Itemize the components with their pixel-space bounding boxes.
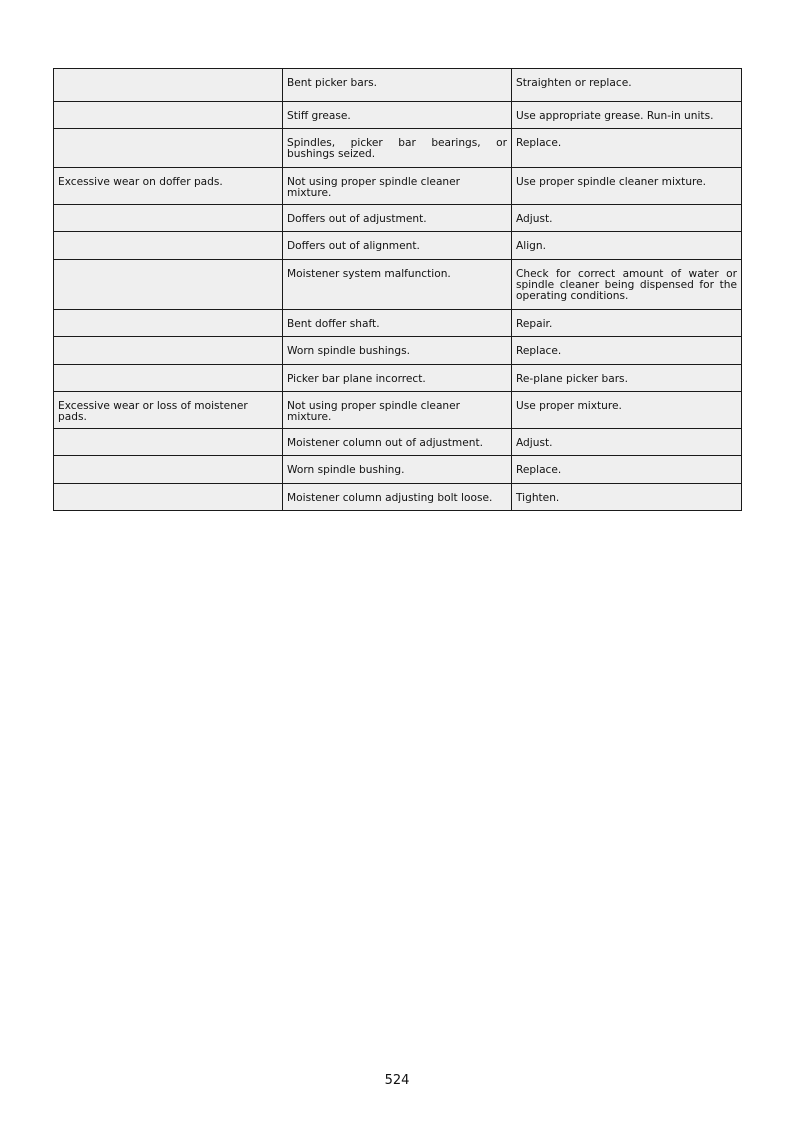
- table-row: [54, 337, 742, 365]
- table-row: [54, 456, 742, 484]
- table-row: [54, 232, 742, 260]
- cause-cell: Worn spindle bushing.: [283, 456, 512, 484]
- problem-cell: [54, 260, 283, 310]
- problem-cell: [54, 337, 283, 365]
- remedy-cell: Align.: [512, 232, 742, 260]
- table-row: [54, 129, 742, 168]
- table-row: [54, 365, 742, 392]
- cause-cell: Picker bar plane incorrect.: [283, 365, 512, 392]
- cause-cell: Moistener column out of adjustment.: [283, 429, 512, 456]
- remedy-cell: Straighten or replace.: [512, 69, 742, 102]
- remedy-cell: Replace.: [512, 337, 742, 365]
- remedy-cell: Tighten.: [512, 484, 742, 511]
- problem-cell: [54, 102, 283, 129]
- remedy-cell: Re-plane picker bars.: [512, 365, 742, 392]
- cause-cell: Stiff grease.: [283, 102, 512, 129]
- cause-cell: Not using proper spindle cleaner mixture.: [283, 392, 512, 429]
- table-row: [54, 102, 742, 129]
- cause-cell: Spindles, picker bar bearings, or bushings seized.: [283, 129, 512, 168]
- remedy-cell: Replace.: [512, 456, 742, 484]
- problem-cell: Excessive wear or loss of moistener pads.: [54, 392, 283, 429]
- cause-cell: Doffers out of adjustment.: [283, 205, 512, 232]
- remedy-cell: Use proper mixture.: [512, 392, 742, 429]
- cause-cell: Worn spindle bushings.: [283, 337, 512, 365]
- remedy-cell: Repair.: [512, 310, 742, 337]
- table-row: [54, 205, 742, 232]
- remedy-cell: Replace.: [512, 129, 742, 168]
- cause-cell: Bent picker bars.: [283, 69, 512, 102]
- table-row: [54, 429, 742, 456]
- troubleshooting-table-container: [53, 68, 741, 511]
- page-number: 524: [384, 1073, 410, 1088]
- problem-cell: [54, 69, 283, 102]
- table-row: [54, 168, 742, 205]
- problem-cell: [54, 205, 283, 232]
- cause-cell: Moistener system malfunction.: [283, 260, 512, 310]
- problem-cell: Excessive wear on doffer pads.: [54, 168, 283, 205]
- table-row: [54, 260, 742, 310]
- remedy-cell: Adjust.: [512, 205, 742, 232]
- remedy-cell: Check for correct amount of water or spindle cleaner being dispensed for the operating conditions.: [512, 260, 742, 310]
- troubleshooting-table: [53, 68, 742, 511]
- problem-cell: [54, 484, 283, 511]
- cause-cell: Doffers out of alignment.: [283, 232, 512, 260]
- problem-cell: [54, 310, 283, 337]
- table-row: [54, 69, 742, 102]
- problem-cell: [54, 365, 283, 392]
- problem-cell: [54, 429, 283, 456]
- remedy-cell: Use proper spindle cleaner mixture.: [512, 168, 742, 205]
- cause-cell: Not using proper spindle cleaner mixture.: [283, 168, 512, 205]
- cause-cell: Bent doffer shaft.: [283, 310, 512, 337]
- table-row: [54, 484, 742, 511]
- table-row: [54, 392, 742, 429]
- problem-cell: [54, 129, 283, 168]
- problem-cell: [54, 456, 283, 484]
- remedy-cell: Adjust.: [512, 429, 742, 456]
- table-row: [54, 310, 742, 337]
- problem-cell: [54, 232, 283, 260]
- cause-cell: Moistener column adjusting bolt loose.: [283, 484, 512, 511]
- remedy-cell: Use appropriate grease. Run-in units.: [512, 102, 742, 129]
